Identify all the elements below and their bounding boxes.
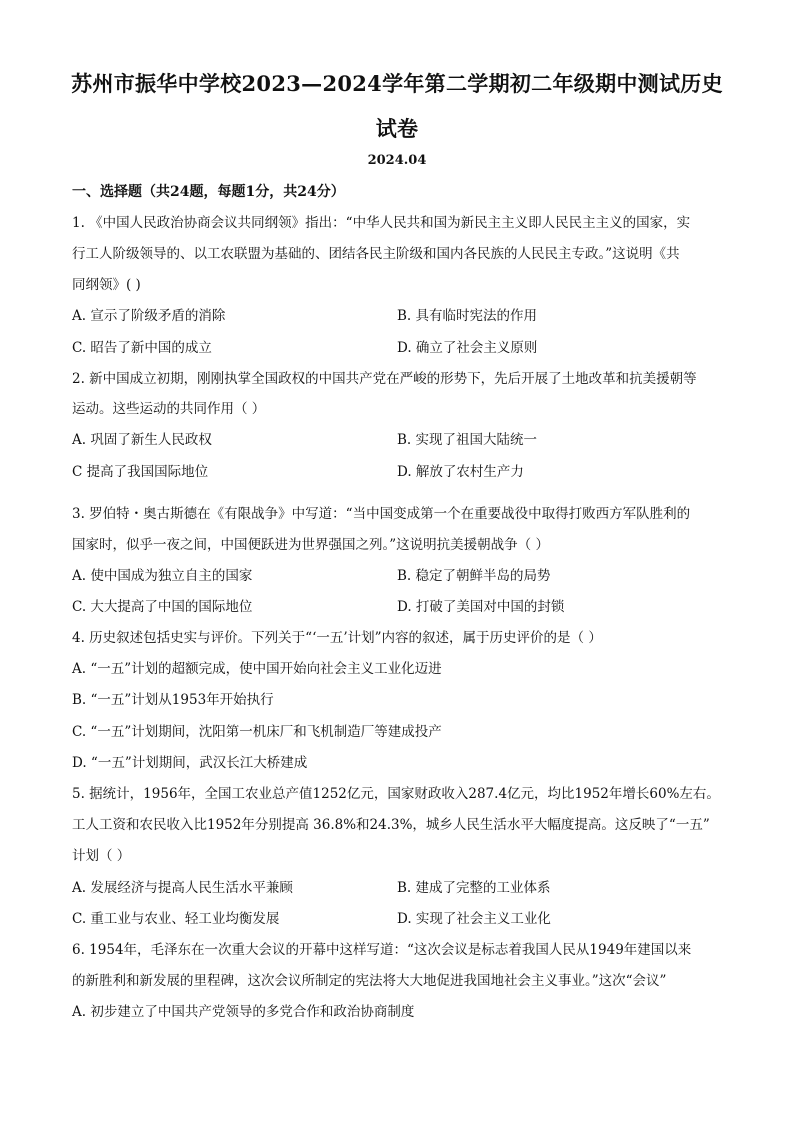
q5-stem-line1: 5. 据统计，1956年，全国工农业总产值1252亿元，国家财政收入287.4亿元，均比1952年增长60%左右。 <box>72 786 720 802</box>
q6-option-a: A. 初步建立了中国共产党领导的多党合作和政治协商制度 <box>72 1004 415 1020</box>
exam-title-line1: 苏州市振华中学校2023—2024学年第二学期初二年级期中测试历史 <box>71 71 723 96</box>
q2-option-a: A. 巩固了新生人民政权 <box>72 432 212 448</box>
q5-option-c: C. 重工业与农业、轻工业均衡发展 <box>72 911 280 927</box>
q5-option-d: D. 实现了社会主义工业化 <box>397 911 551 927</box>
q1-stem-line3: 同纲领》( ) <box>72 277 141 293</box>
q4-option-a: A. “一五”计划的超额完成，使中国开始向社会主义工业化迈进 <box>72 661 442 677</box>
q3-stem-line1: 3. 罗伯特・奥古斯德在《有限战争》中写道：“当中国变成第一个在重要战役中取得打败西方军队胜利的 <box>72 506 691 522</box>
exam-date: 2024.04 <box>367 153 427 168</box>
exam-title-line2: 试卷 <box>375 116 419 141</box>
q3-option-c: C. 大大提高了中国的国际地位 <box>72 599 253 615</box>
q2-stem-line2: 运动。这些运动的共同作用（ ） <box>72 401 266 417</box>
q3-option-b: B. 稳定了朝鲜半岛的局势 <box>397 568 551 584</box>
q6-stem-line2: 的新胜利和新发展的里程碑，这次会议所制定的宪法将大大地促进我国地社会主义事业。”这次“会议” <box>72 973 667 989</box>
q1-option-a: A. 宣示了阶级矛盾的消除 <box>72 308 226 324</box>
q1-stem-line1: 1. 《中国人民政治协商会议共同纲领》指出：“中华人民共和国为新民主主义即人民民主主义的国家，实 <box>72 215 691 231</box>
q4-option-c: C. “一五”计划期间，沈阳第一机床厂和飞机制造厂等建成投产 <box>72 724 442 740</box>
q4-option-b: B. “一五”计划从1953年开始执行 <box>72 692 274 708</box>
q2-option-b: B. 实现了祖国大陆统一 <box>397 432 538 448</box>
q4-stem-line1: 4. 历史叙述包括史实与评价。下列关于“‘一五’计划”内容的叙述，属于历史评价的是（ ） <box>72 630 602 646</box>
q1-option-d: D. 确立了社会主义原则 <box>397 340 538 356</box>
q6-stem-line1: 6. 1954年，毛泽东在一次重大会议的开幕中这样写道：“这次会议是标志着我国人民从1949年建国以来 <box>72 942 692 958</box>
q3-option-d: D. 打破了美国对中国的封锁 <box>397 599 565 615</box>
q2-option-c: C 提高了我国国际地位 <box>72 464 209 480</box>
section-heading: 一、选择题（共24题，每题1分，共24分） <box>72 184 345 200</box>
q1-option-b: B. 具有临时宪法的作用 <box>397 308 538 324</box>
q5-option-a: A. 发展经济与提高人民生活水平兼顾 <box>72 880 293 896</box>
q3-option-a: A. 使中国成为独立自主的国家 <box>72 568 253 584</box>
q2-stem-line1: 2. 新中国成立初期，刚刚执掌全国政权的中国共产党在严峻的形势下，先后开展了土地改革和抗美援朝等 <box>72 371 697 387</box>
q2-option-d: D. 解放了农村生产力 <box>397 464 524 480</box>
q5-stem-line2: 工人工资和农民收入比1952年分别提高 36.8%和24.3%，城乡人民生活水平大幅度提高。这反映了“一五” <box>72 817 710 833</box>
q5-option-b: B. 建成了完整的工业体系 <box>397 880 551 896</box>
q3-stem-line2: 国家时，似乎一夜之间，中国便跃进为世界强国之列。”这说明抗美援朝战争（ ） <box>72 537 549 553</box>
q1-stem-line2: 行工人阶级领导的、以工农联盟为基础的、团结各民主阶级和国内各民族的人民民主专政。”这说明《共 <box>72 246 680 262</box>
q4-option-d: D. “一五”计划期间，武汉长江大桥建成 <box>72 755 308 771</box>
q1-option-c: C. 昭告了新中国的成立 <box>72 340 212 356</box>
q5-stem-line3: 计划（ ） <box>72 848 131 864</box>
